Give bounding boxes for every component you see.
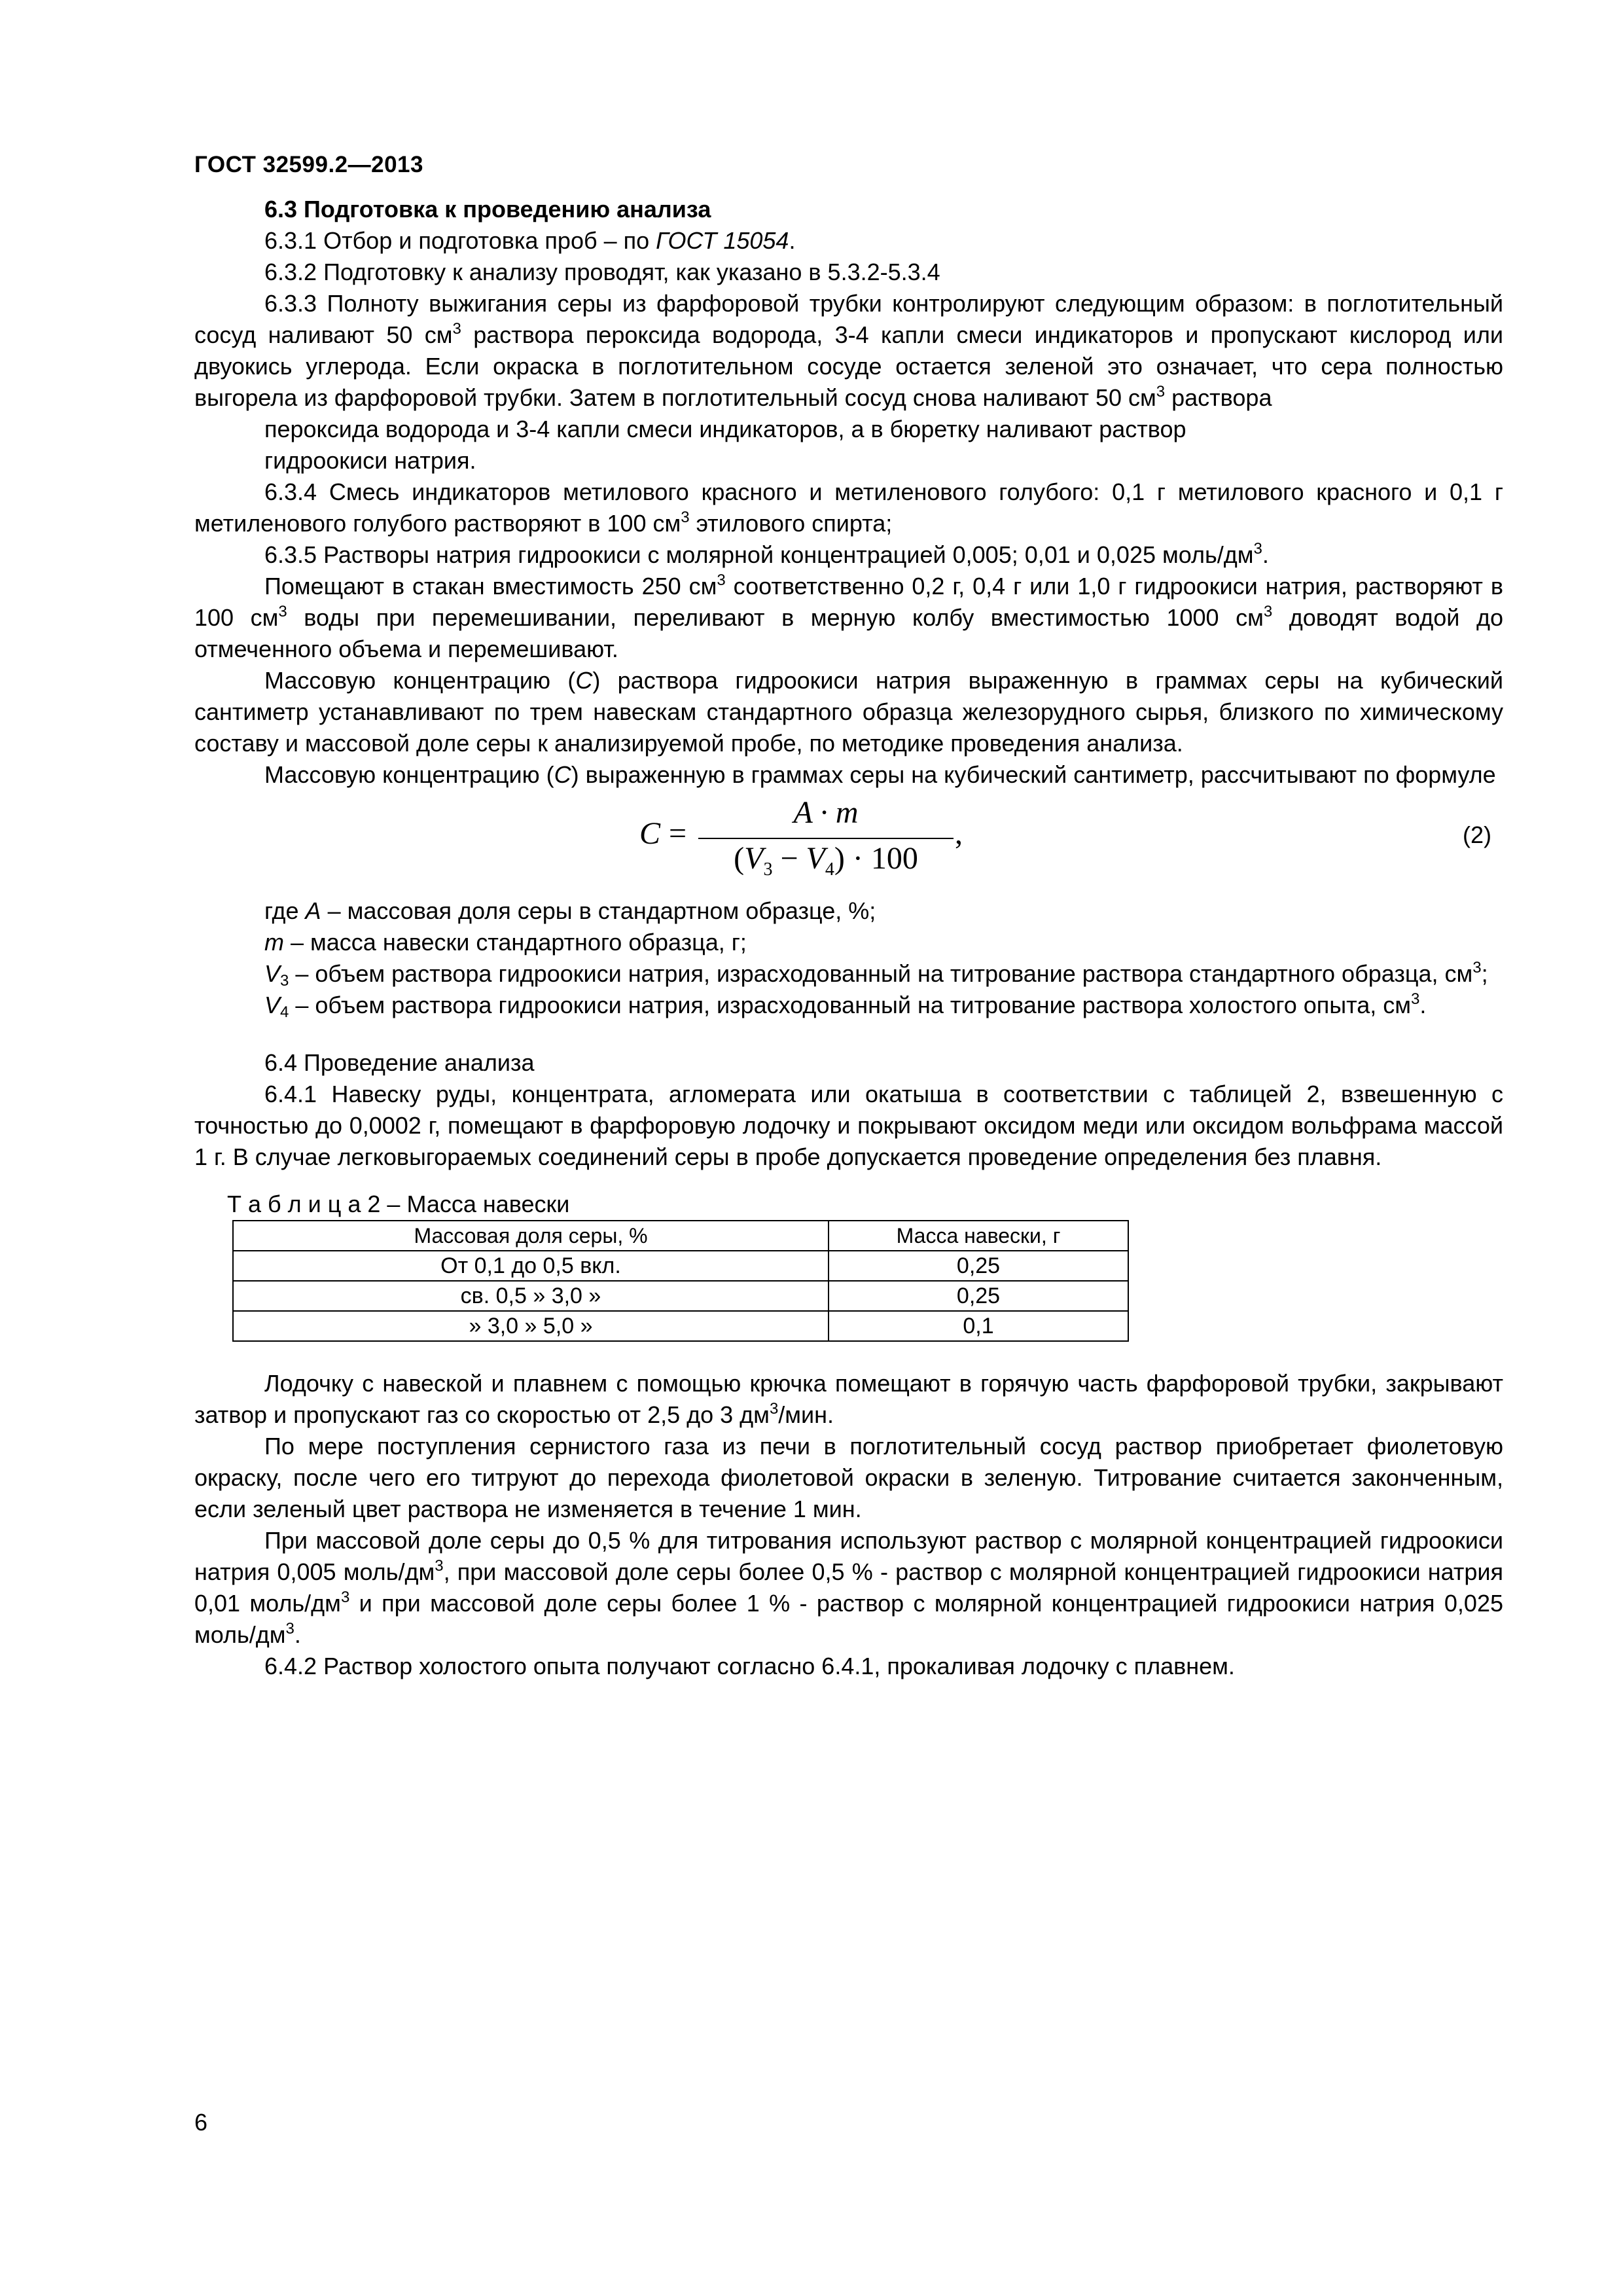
table-caption: Т а б л и ц а 2 – Масса навески (227, 1191, 570, 1217)
standard-reference: ГОСТ 15054 (656, 227, 789, 254)
definition-m: m – масса навески стандартного образца, г; (264, 929, 747, 956)
formula-2 (194, 797, 1503, 889)
formula-denominator: $(V_3 - V_4) \cdot 100$ (734, 841, 918, 880)
formula-lhs: C (639, 816, 661, 851)
definition-V3: $V_3$ – объем раствора гидроокиси натрия, израсходованный на титрование раствора стандартного образца, $см^3$; (264, 959, 1488, 990)
table-cell: 0,1 (829, 1311, 1128, 1341)
paragraph-dissolution: Помещают в стакан вместимость 250 $см^3$ соответственно 0,2 г, 0,4 г или 1,0 г гидроокиси натрия, растворяют в 100 $см^3$ воды при перемешивании, переливают в мерную колбу вместимостью 1000 $см^3$ доводят водой до отмеченного объема и перемешивают. (194, 571, 1503, 662)
table-cell: св. 0,5 » 3,0 » (233, 1281, 829, 1311)
table-cell: » 3,0 » 5,0 » (233, 1311, 829, 1341)
table-row (233, 1311, 1128, 1341)
formula-numerator: A · m (793, 795, 859, 830)
paragraph-concentration: Массовую концентрацию (C) раствора гидроокиси натрия выраженную в граммах серы на кубический сантиметр устанавливают по трем навескам стандартного образца железорудного сырья, близкого по химическому составу и массовой доле серы к анализируемой пробе, по методике проведения анализа. (194, 667, 1503, 757)
definition-A: где A – массовая доля серы в стандартном образце, %; (264, 897, 876, 924)
paragraph-titrant-choice: При массовой доле серы до 0,5 % для титрования используют раствор с молярной концентрацией гидроокиси натрия 0,005 моль/$дм^3$, при массовой доле серы более 0,5 % - раствор с молярной концентрацией гидроокиси натрия 0,01 моль/$дм^3$ и при массовой доле серы более 1 % - раствор с молярной концентрацией гидроокиси натрия 0,025 моль/$дм^3$. (194, 1527, 1504, 1648)
table-row (233, 1281, 1128, 1311)
paragraph-boat: Лодочку с навеской и плавнем с помощью крючка помещают в горячую часть фарфоровой трубки, закрывают затвор и пропускают газ со скоростью от 2,5 до 3 $дм^3$/мин. (194, 1370, 1503, 1428)
paragraph-titration: По мере поступления сернистого газа из печи в поглотительный сосуд раствор приобретает фиолетовую окраску, после чего его титруют до перехода фиолетовой окраски в зеленую. Титрование считается законченным, если зеленый цвет раствора не изменяется в течение 1 мин. (194, 1433, 1503, 1522)
paragraph-6-3-3-end: гидроокиси натрия. (264, 447, 476, 474)
document-body (194, 194, 1503, 1682)
mass-table (232, 1220, 1129, 1342)
paragraph-6-3-5: 6.3.5 Растворы натрия гидроокиси с молярной концентрацией 0,005; 0,01 и 0,025 моль/$дм^3$. (264, 540, 1269, 568)
paragraph-6-3-1: 6.3.1 Отбор и подготовка проб – по ГОСТ 15054. (264, 227, 796, 254)
table-header-cell: Масса навески, г (829, 1221, 1128, 1251)
section-title-6-3: 6.3 Подготовка к проведению анализа (264, 196, 711, 223)
table-cell: От 0,1 до 0,5 вкл. (233, 1251, 829, 1281)
table-header-row (233, 1221, 1128, 1251)
formula-comma: , (955, 816, 963, 851)
definition-V4: $V_4$ – объем раствора гидроокиси натрия, израсходованный на титрование раствора холостого опыта, $см^3$. (264, 990, 1427, 1021)
paragraph-6-4-2: 6.4.2 Раствор холостого опыта получают согласно 6.4.1, прокаливая лодочку с плавнем. (264, 1653, 1235, 1679)
paragraph-6-3-4: 6.3.4 Смесь индикаторов метилового красного и метиленового голубого: 0,1 г метилового красного и 0,1 г метиленового голубого растворяют в 100 $см^3$ этилового спирта; (194, 478, 1503, 537)
page-number: 6 (194, 2109, 208, 2136)
paragraph-6-3-3-cont: пероксида водорода и 3-4 капли смеси индикаторов, а в бюретку наливают раствор (264, 416, 1186, 442)
section-title-6-4: 6.4 Проведение анализа (264, 1049, 535, 1076)
table-cell: 0,25 (829, 1251, 1128, 1281)
formula-number: (2) (1463, 821, 1491, 848)
paragraph-6-3-3: 6.3.3 Полноту выжигания серы из фарфоровой трубки контролируют следующим образом: в поглотительный сосуд наливают 50 $см^3$ раствора пероксида водорода, 3-4 капли смеси индикаторов и пропускают кислород или двуокись углерода. Если окраска в поглотительном сосуде остается зеленой это означает, что сера полностью выгорела из фарфоровой трубки. Затем в поглотительный сосуд снова наливают 50 $см^3$ раствора (194, 290, 1503, 411)
paragraph-6-4-1: 6.4.1 Навеску руды, концентрата, агломерата или окатыша в соответствии с таблицей 2, взвешенную с точностью до 0,0002 г, помещают в фарфоровую лодочку и покрывают оксидом меди или оксидом вольфрама массой 1 г. В случае легковыгораемых соединений серы в пробе допускается проведение определения без плавня. (194, 1081, 1503, 1170)
formula-equals: = (669, 816, 687, 851)
paragraph-formula-intro: Массовую концентрацию (C) выраженную в граммах серы на кубический сантиметр, рассчитывают по формуле (264, 761, 1496, 788)
fraction-bar (698, 838, 954, 839)
paragraph-6-3-2: 6.3.2 Подготовку к анализу проводят, как указано в 5.3.2-5.3.4 (264, 259, 940, 285)
table-header-cell: Массовая доля серы, % (233, 1221, 829, 1251)
table-cell: 0,25 (829, 1281, 1128, 1311)
document-header: ГОСТ 32599.2—2013 (194, 152, 423, 177)
table-row (233, 1251, 1128, 1281)
